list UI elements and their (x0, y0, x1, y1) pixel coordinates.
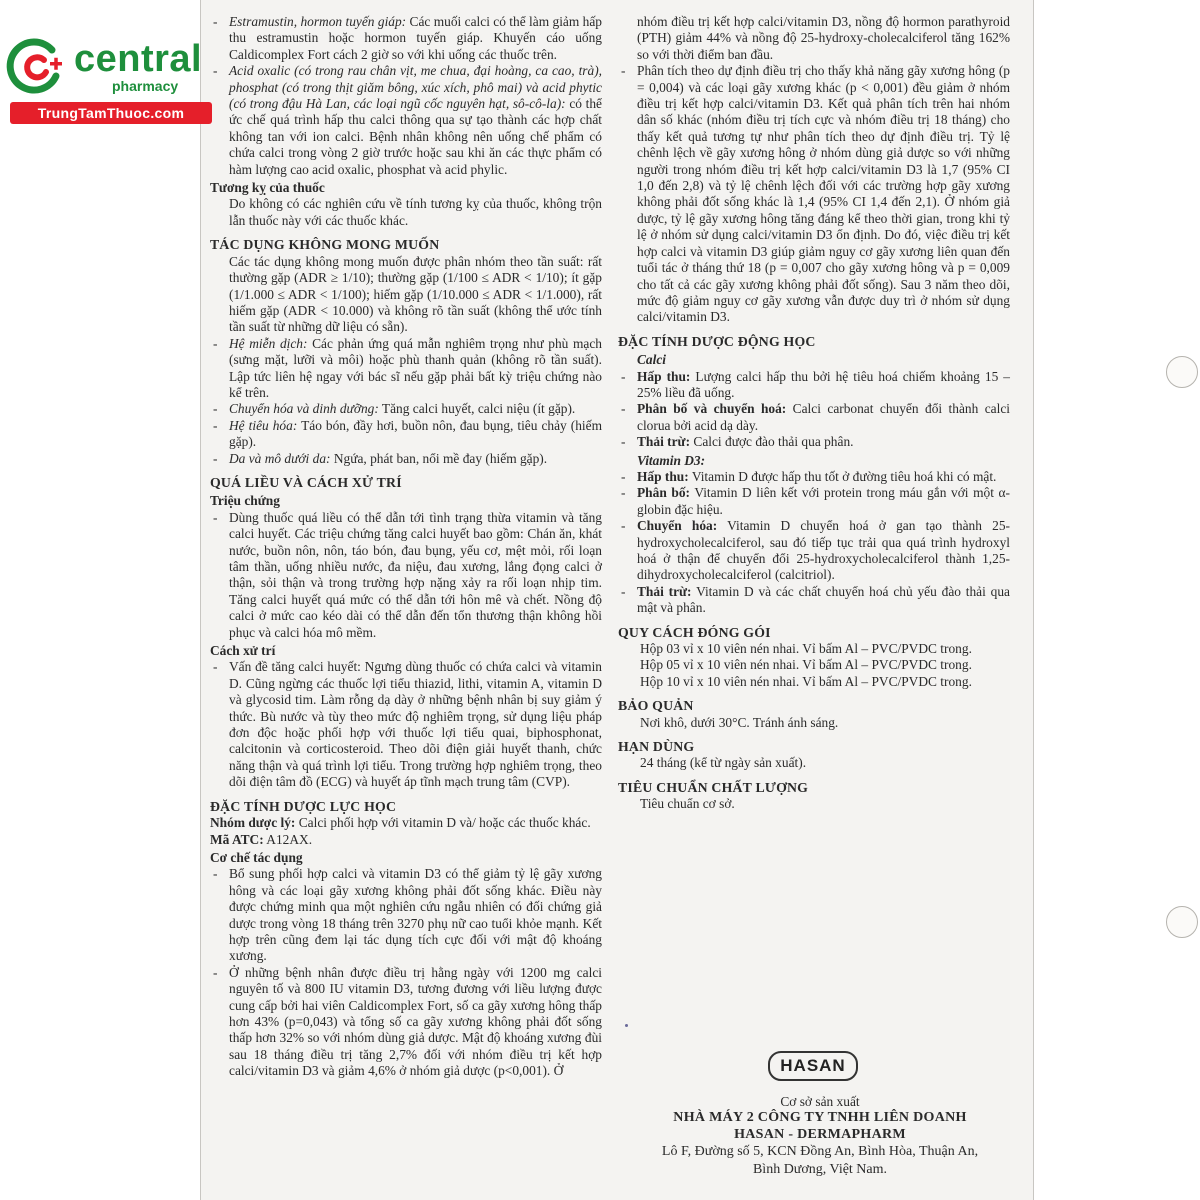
symptoms-heading: Triệu chứng (210, 493, 280, 509)
calci-heading: Calci (637, 352, 667, 368)
adverse-item (210, 418, 602, 451)
pk-term: Phân bố: (637, 485, 690, 501)
treatment-heading: Cách xử trí (210, 643, 276, 659)
pk-item (618, 469, 1010, 485)
interaction-term: Estramustin, hormon tuyến giáp: (229, 14, 407, 29)
packaging-line: Hộp 03 vỉ x 10 viên nén nhai. Vỉ bấm Al – PVC/PVDC trong. (640, 641, 972, 657)
pk-text: Vitamin D liên kết với protein trong máu gắn với một α-globin đặc hiệu. (637, 485, 1011, 517)
adverse-text: Tăng calci huyết, calci niệu (ít gặp). (378, 401, 576, 417)
overdose-heading: QUÁ LIỀU VÀ CÁCH XỬ TRÍ (210, 474, 402, 490)
pk-item (618, 518, 1010, 584)
pk-item (618, 485, 1010, 518)
manufacturer-address-2: Bình Dương, Việt Nam. (752, 1162, 888, 1178)
pk-text: Calci được đào thải qua phân. (690, 434, 854, 450)
logo-subtitle: pharmacy (112, 78, 179, 94)
manufacturer-block (630, 1094, 1010, 1179)
vitamin-d-heading: Vitamin D3: (637, 452, 706, 468)
pk-item (618, 369, 1010, 402)
logo-name: central (74, 38, 203, 80)
pk-item (618, 584, 1010, 617)
pk-text: Vitamin D được hấp thu tốt ở đường tiêu hoá khi có mật. (688, 468, 997, 484)
pharmacodynamics-heading: ĐẶC TÍNH DƯỢC LỰC HỌC (210, 798, 397, 814)
pk-term: Chuyển hóa: (637, 518, 718, 534)
analysis-text: - Phân tích theo dự định điều trị cho thấy khả năng gãy xương hông (p = 0,004) và các loại gãy xương khác (p < 0,001) đều giảm ở nhóm điều trị kết hợp calci/vitamin D3. Kết quả phân tích trên hai nhóm dân số khác (nhóm điều trị tích cực và nhóm điều trị 18 tháng) cho thấy kết quả tương tự như phân tích theo dự định điều trị. Tỷ lệ chênh lệch về gãy xương hông ở nhóm dùng giả dược so với những người trong nhóm điều trị kết hợp calci/vitamin D3 là 1,7 (95% CI 1,0 đến 2,8) và tỷ lệ chênh lệch đối với các trường hợp gãy xương không phải đốt sống khác là 1,4 (95% CI 1,4 đến 2,1). Ở nhóm giả dược, tỷ lệ gãy xương hông tăng đáng kể theo thời gian, trong khi tỷ lệ ở nhóm sử dụng calci/vitamin D3 ổn định. Do đó, việc điều trị kết hợp calci và vitamin D3 giúp giảm nguy cơ gãy xương liên quan đến tuổi tác ở tháng thứ 18 (p = 0,007 cho gãy xương hông và p = 0,009 cho tất cả các gãy xương không phải đốt sống). Sau 3 năm theo dõi, mức độ giảm nguy cơ gãy xương vẫn được duy trì ở nhóm sử dụng calci/vitamin D3. (618, 63, 1010, 326)
adverse-item (210, 451, 602, 467)
group-label: Nhóm dược lý: (210, 815, 296, 831)
adverse-term: Hệ miễn dịch: (229, 335, 308, 351)
pk-term: Thải trừ: (637, 583, 692, 599)
adverse-term: Chuyển hóa và dinh dưỡng: (229, 401, 379, 417)
atc-code (210, 832, 602, 848)
storage-text: Nơi khô, dưới 30°C. Tránh ánh sáng. (640, 714, 839, 730)
pk-term: Thải trừ: (637, 434, 691, 450)
pk-term: Hấp thu: (637, 468, 689, 484)
pk-text: Vitamin D chuyển hoá ở gan tạo thành 25-hydroxycholecalciferol, sau đó tiếp tục trải qua quá trình hydroxyl hoá ở thận để chuyển đổi 25-hydroxycholecalciferol thành 1,25-dihydroxycholecalciferol (calcitriol). (637, 518, 1011, 583)
packaging-heading: QUY CÁCH ĐÓNG GÓI (618, 624, 771, 640)
central-pharmacy-logo (6, 36, 216, 136)
manufacturer-name-2: HASAN - DERMAPHARM (734, 1126, 906, 1142)
logo-site-banner: TrungTamThuoc.com (10, 102, 212, 124)
shelf-life-heading: HẠN DÙNG (618, 739, 695, 755)
packaging-line: Hộp 05 vỉ x 10 viên nén nhai. Vỉ bấm Al – PVC/PVDC trong. (640, 657, 972, 673)
interaction-item (210, 14, 602, 63)
adverse-text: Ngứa, phát ban, nổi mề đay (hiếm gặp). (330, 450, 548, 466)
ink-speck (625, 1024, 628, 1027)
adverse-heading: TÁC DỤNG KHÔNG MONG MUỐN (210, 237, 440, 253)
interaction-item (210, 63, 602, 178)
pk-term: Phân bố và chuyển hoá: (637, 401, 787, 417)
pk-text: Vitamin D và các chất chuyển hoá chủ yếu đào thải qua mật và phân. (637, 583, 1010, 616)
pk-item (618, 401, 1010, 434)
storage-heading: BẢO QUẢN (618, 698, 694, 714)
adverse-item (210, 336, 602, 402)
mechanism-item: - Bổ sung phối hợp calci và vitamin D3 có thể giảm tỷ lệ gãy xương hông và các loại gãy xương không phải đốt sống khác. Điều này được chứng minh qua một nghiên cứu ngẫu nhiên có đối chứng giả dược trong vòng 18 tháng trên 3270 phụ nữ cao tuổi khỏe mạnh. Kết hợp trên cũng đem lại tác dụng tích cực đối với mật độ khoáng xương. (210, 866, 602, 964)
shelf-life-text: 24 tháng (kể từ ngày sản xuất). (640, 755, 807, 771)
group-text: Calci phối hợp với vitamin D và/ hoặc các thuốc khác. (295, 815, 591, 831)
central-pharmacy-emblem-icon (6, 36, 68, 98)
mechanism-heading: Cơ chế tác dụng (210, 849, 303, 865)
pk-text: Calci carbonat chuyển đổi thành calci clorua bởi acid dạ dày. (637, 401, 1010, 433)
manufacturer-label: Cơ sở sản xuất (780, 1094, 860, 1109)
adverse-term: Da và mô dưới da: (229, 450, 331, 466)
atc-text: A12AX. (263, 831, 313, 847)
adverse-term: Hệ tiêu hóa: (229, 417, 298, 433)
packaging-line: Hộp 10 vỉ x 10 viên nén nhai. Vỉ bấm Al – PVC/PVDC trong. (640, 673, 972, 689)
compat-heading: Tương kỵ của thuốc (210, 180, 325, 196)
pk-term: Hấp thu: (637, 368, 691, 384)
mechanism-item: - Ở những bệnh nhân được điều trị hằng ngày với 1200 mg calci nguyên tố và 800 IU vitamin D3, tương đương với liều lượng được cung cấp bởi hai viên Caldicomplex Fort, số ca gãy xương hông thấp hơn 43% (p=0,043) và tổng số ca gãy xương không phải đốt sống thấp hơn 32% so với nhóm dùng giả dược. Mật độ khoáng xương đùi sau 18 tháng điều trị tăng 2,7% đối với nhóm điều trị kết hợp calci/vitamin D3 và giảm 4,6% ở nhóm giả dược (p<0,001). Ở (210, 965, 602, 1080)
left-column (210, 14, 602, 1080)
pharmacologic-group (210, 815, 602, 831)
quality-standard-text: Tiêu chuẩn cơ sở. (640, 796, 735, 812)
pk-text: Lượng calci hấp thu bởi hệ tiêu hoá chiếm khoảng 15 – 25% liều đã uống. (637, 368, 1010, 400)
right-column (618, 14, 1010, 813)
manufacturer-address-1: Lô F, Đường số 5, KCN Đồng An, Bình Hòa, Thuận An, (661, 1144, 979, 1160)
pharmacokinetics-heading: ĐẶC TÍNH DƯỢC ĐỘNG HỌC (618, 333, 816, 349)
punch-hole-bottom (1166, 906, 1198, 938)
interaction-text: có thể ức chế quá trình hấp thu calci thông qua sự tạo thành các hợp chất không tan với ion calci. Bệnh nhân không nên uống chế phẩm có chứa calci trong vòng 2 giờ trước hoặc sau khi ăn các thực phẩm có hàm lượng cao acid oxalic, phosphat và acid phylic. (229, 96, 602, 177)
manufacturer-name-1: NHÀ MÁY 2 CÔNG TY TNHH LIÊN DOANH (673, 1110, 967, 1126)
adverse-item (210, 401, 602, 417)
interaction-text: Các muối calci có thể làm giảm hấp thu estramustin hoặc hormon tuyến giáp. Khuyến cáo uống Caldicomplex Fort cách 2 giờ so với khi uống các thuốc trên. (229, 14, 603, 62)
adverse-intro: Các tác dụng không mong muốn được phân nhóm theo tần suất: rất thường gặp (ADR ≥ 1/10); thường gặp (1/100 ≤ ADR < 1/10); ít gặp (1/1.000 ≤ ADR < 1/100); hiếm gặp (1/10.000 ≤ ADR < 1/1.000), rất hiếm gặp (ADR < 10.000) và không rõ tần suất (không thể ước tính tần suất từ những dữ liệu có sẵn). (229, 253, 602, 335)
adverse-text: Các phản ứng quá mẫn nghiêm trọng như phù mạch (sưng mặt, lưỡi và môi) hoặc phù thanh quản (không rõ tần suất). Lập tức liên hệ ngay với bác sĩ nếu gặp phải bất kỳ triệu chứng nào kể trên. (229, 335, 603, 400)
quality-standard-heading: TIÊU CHUẨN CHẤT LƯỢNG (618, 779, 809, 795)
treatment-text: - Vấn đề tăng calci huyết: Ngưng dùng thuốc có chứa calci và vitamin D. Cũng ngừng các thuốc lợi tiểu thiazid, lithi, vitamin A, vitamin D và glycosid tim. Làm rỗng dạ dày ở những bệnh nhân bị suy giảm ý thức. Bù nước và tùy theo mức độ nghiêm trọng, sử dụng liệu pháp đơn độc hoặc phối hợp với thuốc lợi tiểu quai, biphosphonat, calcitonin và corticosteroid. Theo dõi điện giải huyết thanh, chức năng thận và quá trình lợi tiểu. Trong trường hợp nghiêm trọng, theo dõi điện tâm đồ (ECG) và huyết áp tĩnh mạch trung tâm (CVP). (210, 659, 602, 790)
punch-hole-top (1166, 356, 1198, 388)
atc-label: Mã ATC: (210, 831, 264, 847)
hasan-logo: HASAN (768, 1051, 858, 1081)
interaction-term: Acid oxalic (có trong rau chân vịt, me chua, đại hoàng, ca cao, trà), phosphat (có trong thịt giăm bông, xúc xích, phô mai) và acid phytic (có trong đậu Hà Lan, các loại ngũ cốc nguyên hạt, sô-cô-la): (229, 63, 602, 112)
continued-text: nhóm điều trị kết hợp calci/vitamin D3, nồng độ hormon parathyroid (PTH) giảm 44% và nồng độ 25-hydroxy-cholecalciferol tăng 162% so với thời điểm ban đầu. (637, 14, 1010, 62)
compat-text: Do không có các nghiên cứu về tính tương kỵ của thuốc, không trộn lẫn thuốc này với các thuốc khác. (229, 196, 602, 228)
pk-item (618, 434, 1010, 450)
symptoms-text: - Dùng thuốc quá liều có thể dẫn tới tình trạng thừa vitamin và tăng calci huyết. Các triệu chứng tăng calci huyết bao gồm: Chán ăn, khát nước, buồn nôn, nôn, táo bón, đau bụng, yếu cơ, mệt mỏi, rối loạn tâm thần, uống nhiều nước, đa niệu, đau xương, lắng đọng calci ở thận, sỏi thận và trong trường hợp nặng xảy ra rối loạn nhịp tim. Tăng calci huyết quá mức có thể dẫn tới hôn mê và chết. Nồng độ calci ở mức cao kéo dài có thể dẫn đến tổn thương thận không hồi phục và calci hóa mô mềm. (210, 510, 602, 641)
adverse-text: Táo bón, đầy hơi, buồn nôn, đau bụng, tiêu chảy (hiếm gặp). (229, 417, 603, 450)
